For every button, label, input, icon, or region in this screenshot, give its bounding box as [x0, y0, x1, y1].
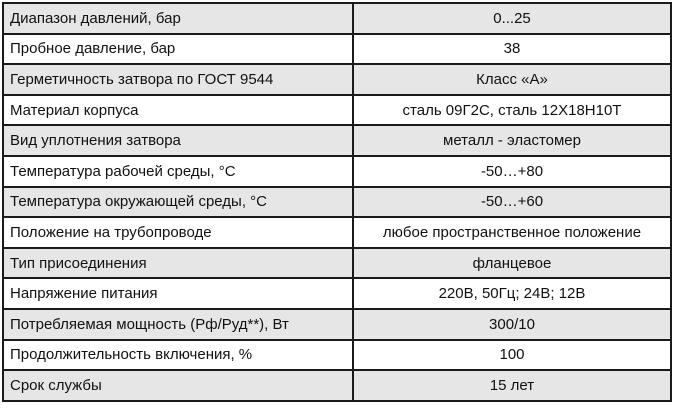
- table-row: [3, 248, 671, 279]
- table-row: [3, 340, 671, 371]
- parameter-name-cell: Напряжение питания: [3, 278, 353, 309]
- parameter-name-cell: Потребляемая мощность (Рф/Руд**), Вт: [3, 309, 353, 340]
- table-row: [3, 64, 671, 95]
- parameter-value-cell: Класс «А»: [353, 64, 671, 95]
- parameter-value-cell: сталь 09Г2С, сталь 12Х18Н10Т: [353, 95, 671, 126]
- table-row: [3, 187, 671, 218]
- parameter-value-cell: 220В, 50Гц; 24В; 12В: [353, 278, 671, 309]
- parameter-value-cell: 15 лет: [353, 370, 671, 401]
- parameter-name-cell: Температура окружающей среды, °С: [3, 187, 353, 218]
- parameter-name-cell: Температура рабочей среды, °С: [3, 156, 353, 187]
- parameter-name-cell: Герметичность затвора по ГОСТ 9544: [3, 64, 353, 95]
- parameter-value-cell: фланцевое: [353, 248, 671, 279]
- parameter-value-cell: 0...25: [353, 3, 671, 34]
- parameter-name-cell: Срок службы: [3, 370, 353, 401]
- parameter-value-cell: 300/10: [353, 309, 671, 340]
- parameter-value-cell: 100: [353, 340, 671, 371]
- table-row: [3, 95, 671, 126]
- parameter-name-cell: Диапазон давлений, бар: [3, 3, 353, 34]
- parameter-name-cell: Положение на трубопроводе: [3, 217, 353, 248]
- table-row: [3, 125, 671, 156]
- table-row: [3, 278, 671, 309]
- parameter-value-cell: -50…+60: [353, 187, 671, 218]
- specifications-table: [2, 2, 672, 402]
- table-row: [3, 156, 671, 187]
- parameter-value-cell: металл - эластомер: [353, 125, 671, 156]
- parameter-value-cell: 38: [353, 34, 671, 65]
- parameter-name-cell: Тип присоединения: [3, 248, 353, 279]
- specifications-table-body: [3, 3, 671, 401]
- parameter-name-cell: Вид уплотнения затвора: [3, 125, 353, 156]
- parameter-name-cell: Пробное давление, бар: [3, 34, 353, 65]
- parameter-value-cell: любое пространственное положение: [353, 217, 671, 248]
- table-row: [3, 309, 671, 340]
- table-row: [3, 217, 671, 248]
- table-row: [3, 34, 671, 65]
- parameter-name-cell: Продолжительность включения, %: [3, 340, 353, 371]
- table-row: [3, 370, 671, 401]
- parameter-value-cell: -50…+80: [353, 156, 671, 187]
- parameter-name-cell: Материал корпуса: [3, 95, 353, 126]
- table-row: [3, 3, 671, 34]
